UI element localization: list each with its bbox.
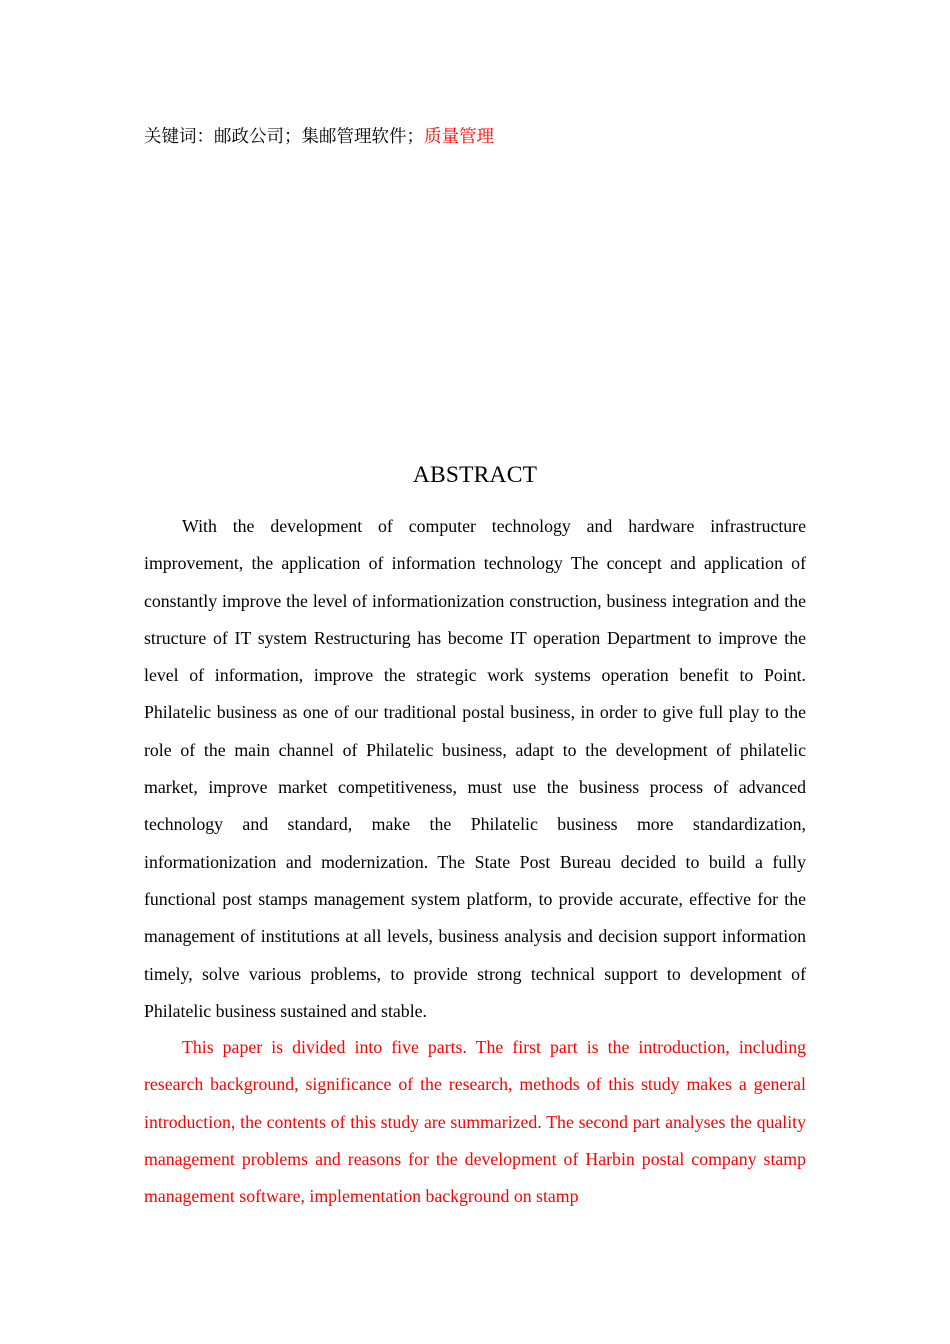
abstract-heading: ABSTRACT	[412, 462, 538, 488]
keywords-line	[144, 122, 494, 150]
keywords-highlighted-term: 质量管理	[424, 126, 494, 146]
abstract-paragraph-1: With the development of computer technology and hardware infrastructure improvement, the application of information technology The concept and application of constantly improve the level of informationization construction, business integration and the structure of IT system Restructuring has become IT operation Department to improve the level of information, improve the strategic work systems operation benefit to Point. Philatelic business as one of our traditional postal business, in order to give full play to the role of the main channel of Philatelic business, adapt to the development of philatelic market, improve market competitiveness, must use the business process of advanced technology and standard, make the Philatelic business more standardization, informationization and modernization. The State Post Bureau decided to build a fully functional post stamps management system platform, to provide accurate, effective for the management of institutions at all levels, business analysis and decision support information timely, solve various problems, to provide strong technical support to development of Philatelic business sustained and stable.	[144, 516, 806, 1021]
abstract-paragraph-2: This paper is divided into five parts. The first part is the introduction, including research background, significance of the research, methods of this study makes a general introduction, the contents of this study are summarized. The second part analyses the quality management problems and reasons for the development of Harbin postal company stamp management software, implementation background on stamp	[144, 1037, 806, 1207]
keywords-label: 关键词：	[144, 126, 214, 146]
keywords-terms: 邮政公司；集邮管理软件；	[214, 126, 424, 146]
